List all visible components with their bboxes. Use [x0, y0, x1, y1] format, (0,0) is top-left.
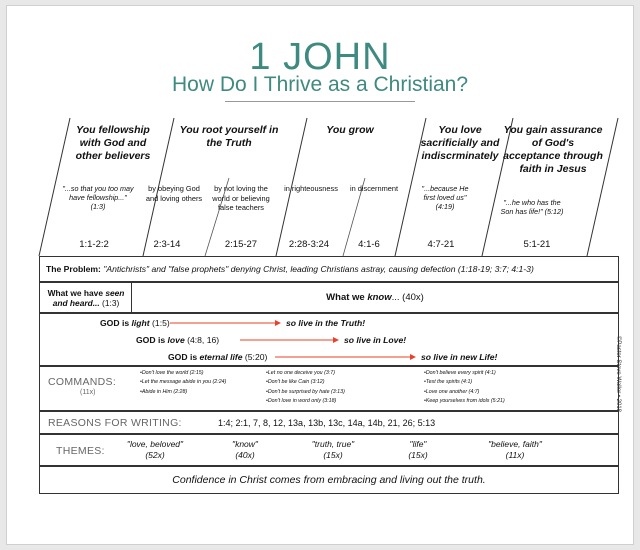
reasons-text: 1:4; 2:1, 7, 8, 12, 13a, 13b, 13c, 14a, 14b, 21, 26; 5:13	[218, 418, 436, 428]
column-ref: 4:1-6	[358, 239, 380, 250]
god-love-line: GOD is love (4:8, 16)	[136, 335, 220, 345]
column-ref: 4:7-21	[427, 239, 455, 250]
column-quote: "...because He first loved us" (4:19)	[421, 184, 469, 211]
column-header: You gain assurance of God's acceptance through faith in Jesus	[503, 124, 603, 175]
theme-item: "believe, faith" (11x)	[488, 439, 542, 460]
commands-col-2: •Let no one deceive you (3:7) •Don't be like Cain (3:12) •Don't be surprised by hate (3:13) •Don't love in word only (3:18)	[266, 370, 345, 405]
column-ref: 5:1-21	[523, 239, 551, 250]
column-header: You fellowship with God and other believers	[75, 124, 151, 162]
column-sub: in discernment	[349, 184, 399, 193]
theme-item: "life" (15x)	[408, 439, 428, 460]
page-title: 1 JOHN	[249, 36, 391, 78]
column-ref: 2:3-14	[153, 239, 181, 250]
seen-heard-label: What we have seen and heard... (1:3)	[47, 288, 125, 308]
problem-row	[39, 256, 619, 282]
column-sub: in righteousness	[284, 184, 338, 193]
column-ref: 2:28-3:24	[288, 239, 330, 250]
column-sub: by obeying God and loving others	[145, 184, 203, 203]
problem-text: "Antichrists" and "false prophets" denying Christ, leading Christians astray, causing defection (1:18-19; 3:7; 4:1-3)	[103, 264, 534, 274]
column-ref: 1:1-2:2	[79, 239, 109, 250]
column-header: You grow	[326, 124, 374, 136]
problem-label: The Problem:	[46, 264, 101, 274]
conclusion-text: Confidence in Christ comes from embracing and living out the truth.	[172, 474, 486, 486]
commands-row	[39, 366, 619, 411]
god-life-line: GOD is eternal life (5:20)	[168, 352, 268, 362]
live-love-text: so live in Love!	[344, 335, 407, 345]
credit-text: ©Pastor Steve Waller • 2018	[615, 336, 621, 412]
what-we-know-label: What we know... (40x)	[326, 292, 424, 303]
seen-know-row	[39, 282, 619, 313]
chart-page	[6, 5, 634, 545]
themes-row	[39, 434, 619, 466]
commands-col-1: •Don't love the world (2:15) •Let the message abide in you (2:24) •Abide in Him (2:28)	[140, 370, 227, 395]
themes-label: THEMES:	[56, 445, 105, 457]
reasons-label: REASONS FOR WRITING:	[48, 417, 182, 429]
column-ref: 2:15-27	[224, 239, 258, 250]
column-quote: "...so that you too may have fellowship..." (1:3)	[62, 184, 134, 211]
commands-col-3: •Don't believe every spirit (4:1) •Test the spirits (4:1) •Love one another (4:7) •Keep yourselves from idols (5:21)	[424, 370, 505, 405]
column-quote: "...he who has the Son has life!" (5:12)	[500, 198, 564, 216]
commands-label: COMMANDS:	[48, 376, 117, 388]
theme-item: "know" (40x)	[232, 439, 258, 460]
god-is-row	[39, 313, 619, 366]
column-sub: by not loving the world or believing false teachers	[212, 184, 270, 212]
reasons-row	[39, 411, 619, 434]
theme-item: "truth, true" (15x)	[311, 439, 355, 460]
live-life-text: so live in new Life!	[421, 352, 498, 362]
conclusion-row	[39, 466, 619, 494]
page-subtitle: How Do I Thrive as a Christian?	[171, 73, 469, 96]
live-truth-text: so live in the Truth!	[286, 318, 366, 328]
column-header: You root yourself in the Truth	[179, 124, 279, 149]
commands-count: (11x)	[80, 389, 96, 396]
god-light-line: GOD is light (1:5)	[100, 318, 170, 328]
theme-item: "love, beloved" (52x)	[126, 439, 184, 460]
column-header: You love sacrificially and indiscrminately	[420, 124, 500, 162]
